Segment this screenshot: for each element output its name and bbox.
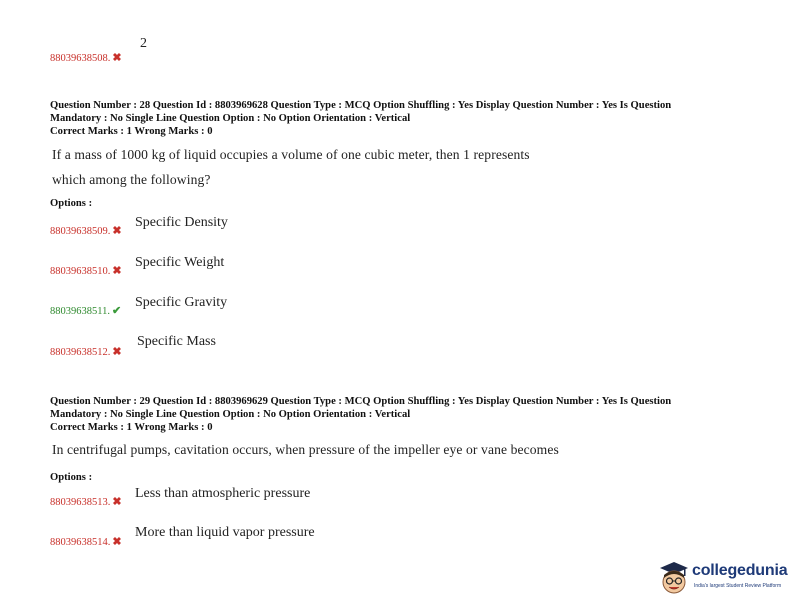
options-label: Options :: [50, 198, 93, 209]
wrong-mark-icon: ✖: [112, 225, 122, 237]
option-id: 88039638509. ✖: [50, 225, 122, 237]
option-text: Specific Mass: [137, 334, 216, 349]
option-text: Less than atmospheric pressure: [135, 486, 311, 501]
wrong-mark-icon: ✖: [112, 536, 122, 548]
collegedunia-logo: [654, 556, 788, 600]
logo-wordmark: collegedunia: [692, 562, 788, 579]
question-28-text-line2: which among the following?: [52, 172, 211, 187]
logo-tagline: India's largest Student Review Platform: [694, 583, 782, 589]
question-29-text-line1: In centrifugal pumps, cavitation occurs, when pressure of the impeller eye or vane becomes: [52, 442, 559, 457]
option-id: 88039638512. ✖: [50, 346, 122, 358]
meta-line: Mandatory : No Single Line Question Option : No Option Orientation : Vertical: [50, 113, 411, 124]
option-id-correct: 88039638511. ✔: [50, 305, 122, 317]
wrong-mark-icon: ✖: [112, 265, 122, 277]
question-28-meta: [50, 99, 750, 138]
meta-line: Question Number : 28 Question Id : 8803969628 Question Type : MCQ Option Shuffling : Yes Display Question Number : Yes Is Question: [50, 100, 672, 111]
question-28-text-line1: If a mass of 1000 kg of liquid occupies a volume of one cubic meter, then 1 represents: [52, 147, 530, 162]
option-id: 88039638510. ✖: [50, 265, 122, 277]
marks-line: Correct Marks : 1 Wrong Marks : 0: [50, 422, 213, 433]
correct-check-icon: ✔: [112, 305, 122, 317]
marks-line: Correct Marks : 1 Wrong Marks : 0: [50, 126, 213, 137]
options-label: Options :: [50, 472, 93, 483]
wrong-mark-icon: ✖: [112, 496, 122, 508]
option-text: Specific Weight: [135, 255, 225, 270]
wrong-mark-icon: ✖: [112, 346, 122, 358]
wrong-mark-icon: ✖: [112, 52, 122, 64]
question-29-meta: [50, 395, 750, 434]
option-text: More than liquid vapor pressure: [135, 525, 315, 540]
option-text: Specific Density: [135, 215, 228, 230]
option-text: Specific Gravity: [135, 295, 228, 310]
option-id: 88039638513. ✖: [50, 496, 122, 508]
option-id: 88039638514. ✖: [50, 536, 122, 548]
option-text: 2: [140, 36, 147, 51]
option-id: 88039638508. ✖: [50, 52, 122, 64]
meta-line: Mandatory : No Single Line Question Option : No Option Orientation : Vertical: [50, 409, 411, 420]
mascot-icon: [654, 558, 694, 598]
meta-line: Question Number : 29 Question Id : 8803969629 Question Type : MCQ Option Shuffling : Yes Display Question Number : Yes Is Question: [50, 396, 672, 407]
